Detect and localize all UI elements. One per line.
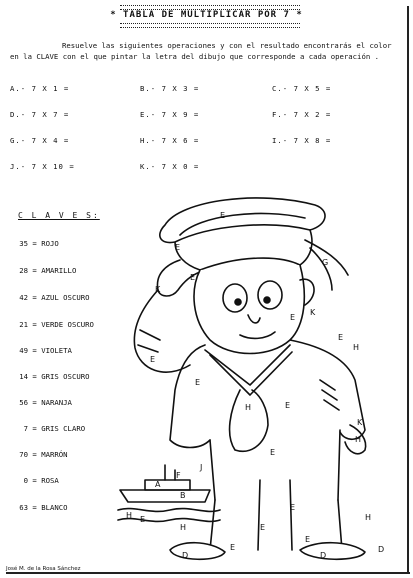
drawing-letter: E	[338, 333, 344, 342]
key-item: 63 = BLANCO	[19, 503, 68, 512]
claves-title: C L A V E S:	[18, 211, 100, 220]
key-item: 70 = MARRÓN	[19, 450, 68, 459]
operation-h: H.- 7 X 6 =	[140, 136, 200, 145]
key-item: 0 = ROSA	[23, 476, 59, 485]
sailor-body	[170, 340, 366, 500]
drawing-letter: K	[357, 418, 363, 427]
sailor-hat	[160, 198, 325, 270]
drawing-letter: E	[140, 515, 146, 524]
drawing-letter: H	[245, 403, 252, 412]
key-item: 56 = NARANJA	[19, 398, 72, 407]
drawing-letter: E	[260, 523, 266, 532]
key-item: 35 = ROJO	[19, 239, 59, 248]
key-item: 7 = GRIS CLARO	[23, 424, 86, 433]
drawing-letter: H	[365, 513, 372, 522]
drawing-letter: A	[155, 480, 161, 489]
drawing-letter: E	[195, 378, 201, 387]
drawing-letter: E	[230, 543, 236, 552]
instructions	[10, 40, 403, 62]
drawing-letter: B	[180, 491, 186, 500]
instructions-line-2: en la CLAVE con el que pintar la letra del dibujo que corresponde a cada operación .	[10, 52, 380, 61]
operation-g: G.- 7 X 4 =	[10, 136, 70, 145]
operation-e: E.- 7 X 9 =	[140, 110, 200, 119]
sailor-drawing	[110, 180, 410, 565]
drawing-letter: D	[320, 551, 327, 560]
key-item: 49 = VIOLETA	[19, 346, 72, 355]
page-title: * TABLA DE MULTIPLICAR POR 7 *	[110, 10, 303, 20]
drawing-letter: G	[322, 258, 329, 267]
drawing-letter: E	[290, 313, 296, 322]
operation-i: I.- 7 X 8 =	[272, 136, 332, 145]
drawing-letter: E	[175, 243, 181, 252]
operation-f: F.- 7 X 2 =	[272, 110, 332, 119]
drawing-letter: E	[270, 448, 276, 457]
operation-b: B.- 7 X 3 =	[140, 84, 200, 93]
operation-d: D.- 7 X 7 =	[10, 110, 70, 119]
drawing-letter: E	[285, 401, 291, 410]
drawing-letter: H	[353, 343, 360, 352]
instructions-line-1: Resuelve las siguientes operaciones y con el resultado encontrarás el color	[62, 41, 392, 50]
drawing-letter: J	[200, 463, 203, 472]
key-item: 21 = VERDE OSCURO	[19, 320, 94, 329]
drawing-letter: E	[290, 503, 296, 512]
drawing-letter: E	[190, 273, 196, 282]
drawing-letter: K	[155, 285, 161, 294]
key-item: 28 = AMARILLO	[19, 266, 77, 275]
drawing-letter: E	[305, 535, 311, 544]
operation-a: A.- 7 X 1 =	[10, 84, 70, 93]
drawing-letter: H	[180, 523, 187, 532]
drawing-letter: D	[378, 545, 385, 554]
author-credit: José M. de la Rosa Sánchez	[6, 566, 81, 572]
title-border-bottom	[120, 23, 300, 28]
drawing-letter: H	[126, 511, 133, 520]
drawing-letter: K	[310, 308, 316, 317]
operation-k: K.- 7 X 0 =	[140, 162, 200, 171]
drawing-letter: E	[150, 355, 156, 364]
key-item: 42 = AZUL OSCURO	[19, 293, 90, 302]
ship	[118, 465, 220, 521]
operation-c: C.- 7 X 5 =	[272, 84, 332, 93]
drawing-letter: F	[176, 471, 181, 480]
sailor-face	[194, 265, 314, 354]
key-item: 14 = GRIS OSCURO	[19, 372, 90, 381]
drawing-letter: E	[220, 211, 226, 220]
operation-j: J.- 7 X 10 =	[10, 162, 75, 171]
drawing-letter: D	[182, 551, 189, 560]
drawing-letter: H	[355, 435, 362, 444]
